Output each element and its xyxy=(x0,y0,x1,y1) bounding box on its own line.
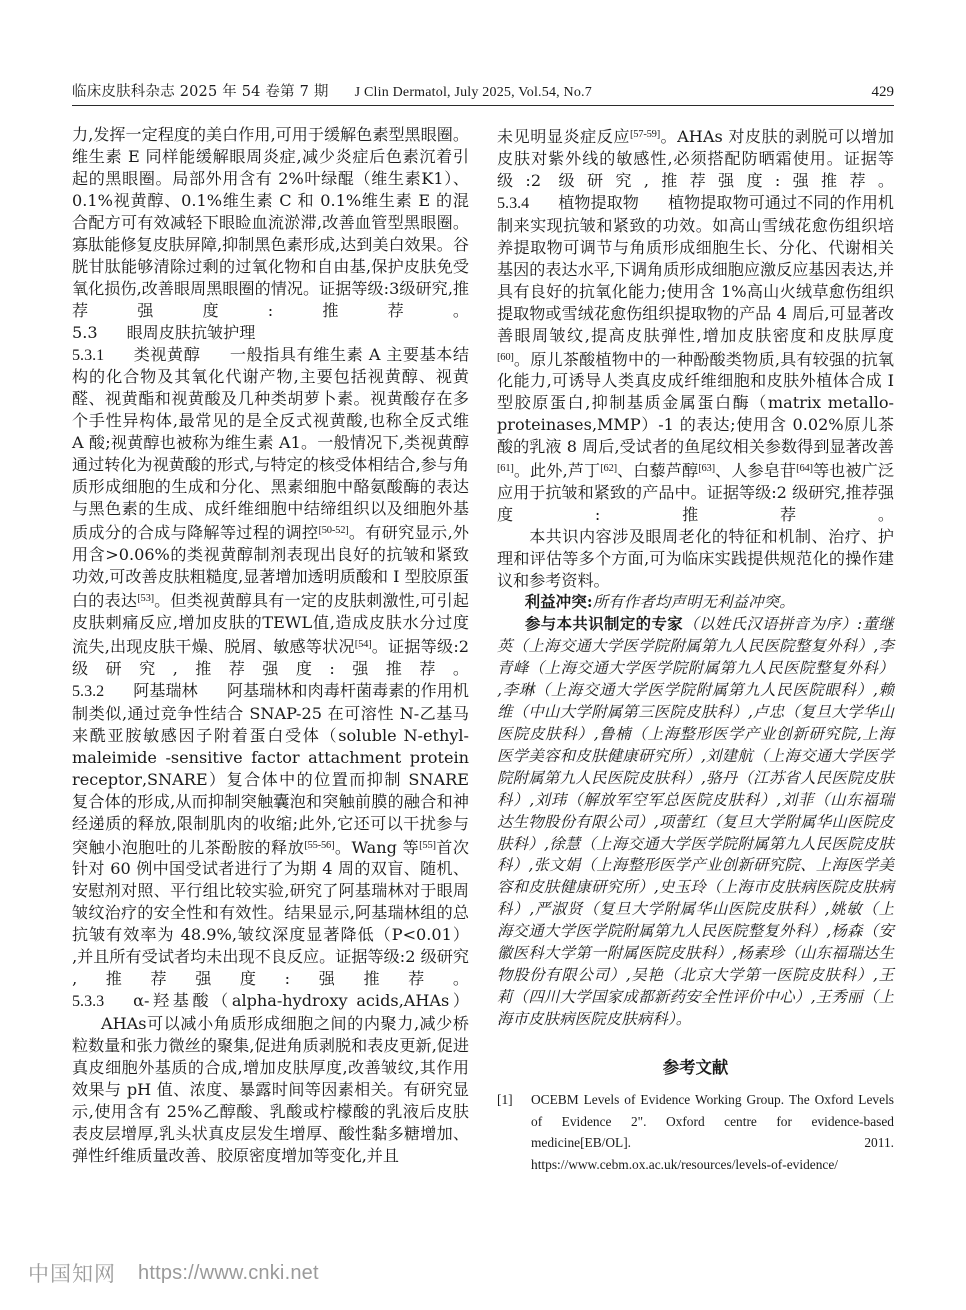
coi-text: 所有作者均声明无利益冲突。 xyxy=(592,593,795,612)
paragraph-continued xyxy=(72,124,469,322)
reference-marker-63: [63] xyxy=(698,463,715,475)
coi-label: 利益冲突: xyxy=(524,593,593,612)
cnki-name: 中国知网 xyxy=(28,1262,116,1286)
section-number-5-3-3: 5.3.3 xyxy=(72,993,105,1011)
section-5-3-4-text-f: 等也被广泛应用于抗皱和紧致的产品中。证据等级:2 级研究‚推荐强度:推荐。 xyxy=(497,461,894,525)
reference-marker-64: [64] xyxy=(796,463,813,475)
section-5-3-1-text-d: 。证据等级:2 级研究‚推荐强度:强推荐。 xyxy=(72,636,469,678)
journal-title-cn: 临床皮肤科杂志 2025 年 54 卷第 7 期 xyxy=(72,84,329,100)
reference-marker-61: [61] xyxy=(497,463,514,475)
experts-note: （以姓氏汉语拼音为序）: xyxy=(683,614,863,633)
page-number: 429 xyxy=(871,84,894,100)
reference-marker-53: [53] xyxy=(137,593,154,605)
left-column xyxy=(72,124,469,1244)
paragraph-continued-text: 力‚发挥一定程度的美白作用‚可用于缓解色素型黑眼圈。维生素 E 同样能缓解眼周炎症‚减少炎症后色素沉着引起的黑眼圈。局部外用含有 2%叶绿醌（维生素K1）、0.1%视黄醇、0.1%维生素 C 和 0.1%维生素 E 的混合配方可有效减轻下眼睑血流淤滞‚改善血管型黑眼圈。寡肽能修复皮肤屏障‚抑制黑色素形成‚达到美白效果。谷胱甘肽能够清除过剩的过氧化物和自由基‚保护皮肤免受氧化损伤‚改善眼周黑眼圈的情况。证据等级:3级研究‚推荐强度:推荐。 xyxy=(72,125,469,320)
summary-paragraph-text: 本共识内容涉及眼周老化的特征和机制、治疗、护理和评估等多个方面‚可为临床实践提供规范化的操作建议和参考资料。 xyxy=(497,527,894,591)
experts-label: 参与本共识制定的专家 xyxy=(524,614,684,633)
section-5-3-2-text-a: 阿基瑞林和肉毒杆菌毒素的作用机制类似‚通过竞争性结合 SNAP-25 在可溶性 N-乙基马来酰亚胺敏感因子附着蛋白受体（soluble N-ethyl-maleimide -sensitive factor attachment protein receptor‚SNARE）复合体中的位置而抑制 SNARE 复合体的形成‚从而抑制突触囊泡和突触前膜的融合和神经递质的释放‚限制肌肉的收缩;此外‚它还可以干扰参与突触小泡胞吐的儿茶酚胺的释放 xyxy=(72,680,470,857)
section-5-3-1-text-b: 。有研究显示‚外用含>0.06%的类视黄醇制剂表现出良好的抗皱和紧致功效‚可改善皮肤粗糙度‚显著增加透明质酸和 Ⅰ 型胶原蛋白的表达 xyxy=(72,523,470,611)
section-5-3-4-text-e: 、人参皂苷 xyxy=(714,461,797,481)
reference-marker-60: [60] xyxy=(497,351,514,363)
section-number-5-3-2: 5.3.2 xyxy=(72,682,105,700)
two-column-body xyxy=(72,124,894,1244)
reference-text: OCEBM Levels of Evidence Working Group. The Oxford Levels of Evidence 2". Oxford centre for evidence-based medicine[EB/OL]. 2011. https://www.cebm.ox.ac.uk/resources/levels-of-evidence/ xyxy=(531,1092,894,1172)
experts-text: 董继英（上海交通大学医学院附属第九人民医院整复外科）‚李青峰（上海交通大学医学院附属第九人民医院整复外科）‚李琳（上海交通大学医学院附属第九人民医院眼科）‚赖维（中山大学附属第三医院皮肤科）‚卢忠（复旦大学华山医院皮肤科）‚鲁楠（上海整形医学产业创新研究院‚上海医学美容和皮肤健康研究所）‚刘建航（上海交通大学医学院附属第九人民医院皮肤科）‚骆丹（江苏省人民医院皮肤科）‚刘玮（解放军空军总医院皮肤科）‚刘菲（山东福瑞达生物股份有限公司）‚项蕾红（复旦大学附属华山医院皮肤科）‚徐慧（上海交通大学医学院附属第九人民医院皮肤科）‚张文娟（上海整形医学产业创新研究院、上海医学美容和皮肤健康研究所）‚史玉玲（上海市皮肤病医院皮肤病科）‚严淑贤（复旦大学附属华山医院皮肤科）‚姚敏（上海交通大学医学院附属第九人民医院整复外科）‚杨森（安徽医科大学第一附属医院皮肤科）‚杨素珍（山东福瑞达生物股份有限公司）‚吴艳（北京大学第一医院皮肤科）‚王莉（四川大学国家成都新药安全性评价中心）‚王秀丽（上海市皮肤病医院皮肤病科）。 xyxy=(497,614,894,1029)
summary-paragraph xyxy=(497,526,894,592)
section-title-5-3-1: 类视黄醇 xyxy=(133,344,201,364)
reference-marker-54: [54] xyxy=(354,638,372,650)
section-5-3-4-text-b: 。原儿茶酸植物中的一种酚酸类物质‚具有较强的抗氧化能力‚可诱导人类真皮成纤维细胞和皮肤外植体合成 Ⅰ 型胶原蛋白‚抑制基质金属蛋白酶（matrix metallo-proteinases‚MMP）-1 的表达;使用含 0.02%原儿茶酸的乳液 8 周后‚受试者的鱼尾纹相关参数得到显著改善 xyxy=(497,349,894,457)
section-number: 5.3 xyxy=(72,322,98,342)
section-title-5-3-3: α-羟基酸（alpha-hydroxy acids‚AHAs） xyxy=(133,991,469,1011)
section-5-3-4-text-c: 。此外‚芦丁 xyxy=(513,461,601,481)
running-head-left xyxy=(72,80,592,101)
reference-item xyxy=(497,1089,894,1175)
section-5-3-2-text-b: 。Wang 等 xyxy=(334,837,420,857)
reference-marker-62: [62] xyxy=(600,463,617,475)
reference-marker-55: [55] xyxy=(419,839,436,851)
cnki-url: https://www.cnki.net xyxy=(138,1261,319,1284)
section-5-3-2-text-c: 首次针对 60 例中国受试者进行了为期 4 周的双盲、随机、安慰剂对照、平行组比较实验‚研究了阿基瑞林对于眼周皱纹治疗的安全性和有效性。结果显示‚阿基瑞林组的总抗皱有效率为 48.9%‚皱纹深度显著降低（P<0.01）‚并且所有受试者均未出现不良反应。证据等级:2 级研究‚推荐强度:强推荐。 xyxy=(72,837,470,989)
section-5-3-1-text-c: 。但类视黄醇具有一定的皮肤刺激性‚可引起皮肤刺痛反应‚增加皮肤的TEWL值‚造成皮肤水分过度流失‚出现皮肤干燥、脱屑、敏感等状况 xyxy=(72,591,469,656)
section-5-3-4 xyxy=(497,192,894,526)
reference-marker-50-52: [50-52] xyxy=(318,525,349,537)
expert-panel-list xyxy=(497,614,894,1031)
journal-title-en: J Clin Dermatol, July 2025, Vol.54, No.7 xyxy=(354,85,592,100)
paragraph-continued-right-b: 。AHAs 对皮肤的剥脱可以增加皮肤对紫外线的敏感性‚必须搭配防晒霜使用。证据等级:2 级研究‚推荐强度:强推荐。 xyxy=(497,127,894,190)
section-number-5-3-4: 5.3.4 xyxy=(497,194,530,212)
section-5-3-3 xyxy=(72,990,469,1167)
references-heading: 参考文献 xyxy=(662,1058,729,1078)
section-5-3-3-text: AHAs可以减小角质形成细胞之间的内聚力‚减少桥粒数量和张力微丝的聚集‚促进角质剥脱和表皮更新‚促进真皮细胞外基质的合成‚增加皮肤厚度‚改善皱纹‚其作用效果与 pH 值、浓度、暴露时间等因素相关。有研究显示‚使用含有 25%乙醇酸、乳酸或柠檬酸的乳液后皮肤表皮层增厚‚乳头状真皮层发生增厚、酸性黏多糖增加、弹性纤维质量改善、胶原密度增加等变化‚并且 xyxy=(72,1014,469,1165)
section-5-3-4-text-a: 植物提取物可通过不同的作用机制来实现抗皱和紧致的功效。如高山雪绒花愈伤组织培养提取物可调节与角质形成细胞生长、分化、代谢相关基因的表达水平‚下调角质形成细胞应激反应基因表达‚并具有良好的抗氧化能力;使用含 1%高山火绒草愈伤组织提取物或雪绒花愈伤组织提取物的产品 4 周后‚可显著改善眼周皱纹‚提高皮肤弹性‚增加皮肤密度和皮肤厚度 xyxy=(497,192,894,345)
reference-marker-55-56: [55-56] xyxy=(304,839,335,851)
section-5-3-1-text-a: 一般指具有维生素 A 主要基本结构的化合物及其氧化代谢产物‚主要包括视黄醇、视黄醛、视黄酯和视黄酸及几种类胡萝卜素。视黄酸存在多个手性异构体‚最常见的是全反式视黄酸‚也称全反式维 A 酸;视黄醇也被称为维生素 A1。一般情况下‚类视黄醇通过转化为视黄酸的形式‚与特定的核受体相结合‚参与角质形成细胞的生成和分化、黑素细胞中酪氨酸酶的表达与黑色素的生成、成纤维细胞中结缔组织以及细胞外基质成分的合成与降解等过程的调控 xyxy=(72,344,469,543)
paragraph-continued-right xyxy=(497,124,894,192)
conflict-of-interest xyxy=(497,592,894,614)
reference-number: [1] xyxy=(497,1092,513,1108)
section-heading-5-3 xyxy=(72,322,469,344)
reference-marker-57-59: [57-59] xyxy=(629,129,661,140)
section-number-5-3-1: 5.3.1 xyxy=(72,346,105,364)
section-title: 眼周皮肤抗皱护理 xyxy=(126,322,256,342)
section-title-5-3-4: 植物提取物 xyxy=(558,192,639,212)
right-column xyxy=(497,124,894,1244)
running-head xyxy=(72,80,894,106)
paragraph-continued-right-a: 未见明显炎症反应 xyxy=(497,127,630,146)
cnki-watermark xyxy=(28,1258,319,1288)
section-5-3-2 xyxy=(72,680,469,990)
section-5-3-1 xyxy=(72,344,469,680)
section-title-5-3-2: 阿基瑞林 xyxy=(133,680,198,700)
section-5-3-4-text-d: 、白藜芦醇 xyxy=(616,461,699,481)
